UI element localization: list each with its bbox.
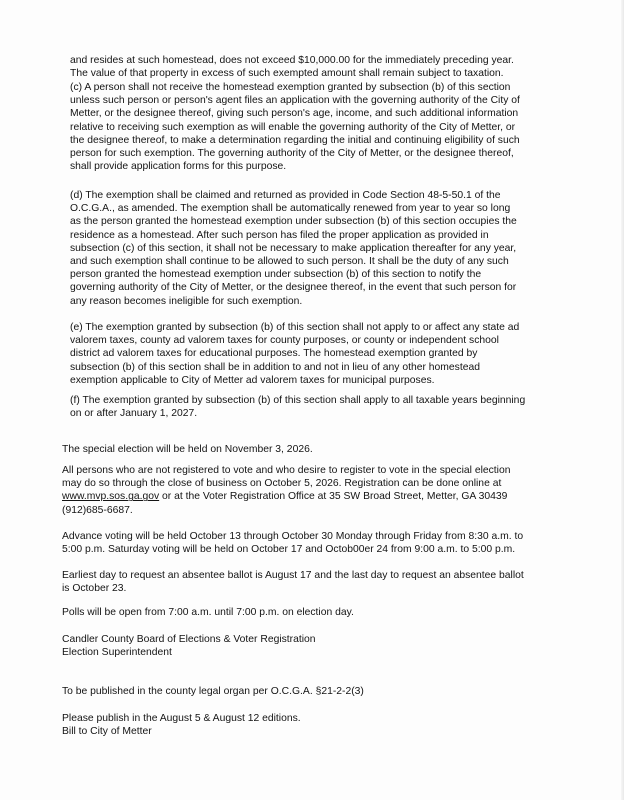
subsection-d-paragraph: (d) The exemption shall be claimed and returned as provided in Code Section 48-5-50.1 of the O.C.G.A., as amended. The exemption shall be automatically renewed from year to year so long as the person granted the homestead exemption under subsection (b) of this section occupies the residence as a homestead. After such person has filed the proper application as provided in subsection (c) of this section, it shall not be necessary to make application thereafter for any year, and such exemption shall continue to be allowed to such person. It shall be the duty of any such person granted the homestead exemption under subsection (b) of this section to notify the governing authority of the City of Metter, or the designee thereof, in the event that such person for any reason becomes ineligible for such exemption. <box>70 190 517 307</box>
voter-registration-link[interactable]: www.mvp.sos.ga.gov <box>62 491 160 503</box>
polls-hours-text: Polls will be open from 7:00 a.m. until 7:00 p.m. on election day. <box>62 607 354 618</box>
intro-paragraph: and resides at such homestead, does not exceed $10,000.00 for the immediately preceding year. The value of that property in excess of such exempted amount shall remain subject to taxation. <box>70 55 514 80</box>
editions-billing-note: Please publish in the August 5 & August 12 editions. Bill to City of Metter <box>62 713 301 738</box>
subsection-f-paragraph: (f) The exemption granted by subsection (b) of this section shall apply to all taxable years beginning on or after January 1, 2027. <box>70 395 526 420</box>
signature-block: Candler County Board of Elections & Voter Registration Election Superintendent <box>62 634 316 659</box>
election-date-text: The special election will be held on November 3, 2026. <box>62 444 313 455</box>
subsection-c-paragraph: (c) A person shall not receive the homestead exemption granted by subsection (b) of this section unless such person or person's agent files an application with the governing authority of the City of Metter, or the designee thereof, giving such person's age, income, and such additional information relative to receiving such exemption as will enable the governing authority of the City of Metter, or the designee thereof, to make a determination regarding the initial and continuing eligibility of such person for such exemption. The governing authority of the City of Metter, or the designee thereof, shall provide application forms for this purpose. <box>70 82 520 173</box>
advance-voting-text: Advance voting will be held October 13 through October 30 Monday through Friday from 8:30 a.m. to 5:00 p.m. Saturday voting will be held on October 17 and Octob00er 24 from 9:00 a.m. to 5:00 p.m. <box>62 531 524 556</box>
registration-paragraph <box>62 464 570 517</box>
subsection-e-paragraph: (e) The exemption granted by subsection (b) of this section shall not apply to or affect any state ad valorem taxes, county ad valorem taxes for county purposes, or county or independent school district ad valorem taxes for educational purposes. The homestead exemption granted by subsection (b) of this section shall be in addition to and not in lieu of any other homestead exemption applicable to City of Metter ad valorem taxes for municipal purposes. <box>70 322 520 386</box>
registration-text-start: All persons who are not registered to vote and who desire to register to vote in the special election may do so through the close of business on October 5, 2026. Registration can be done online at <box>62 465 511 490</box>
publication-note: To be published in the county legal organ per O.C.G.A. §21-2-2(3) <box>62 686 364 697</box>
registration-text-end: or at the Voter Registration Office at 35 SW Broad Street, Metter, GA 30439 (912)685-6687. <box>62 491 508 516</box>
absentee-ballot-text: Earliest day to request an absentee ballot is August 17 and the last day to request an absentee ballot is October 23. <box>62 570 524 595</box>
